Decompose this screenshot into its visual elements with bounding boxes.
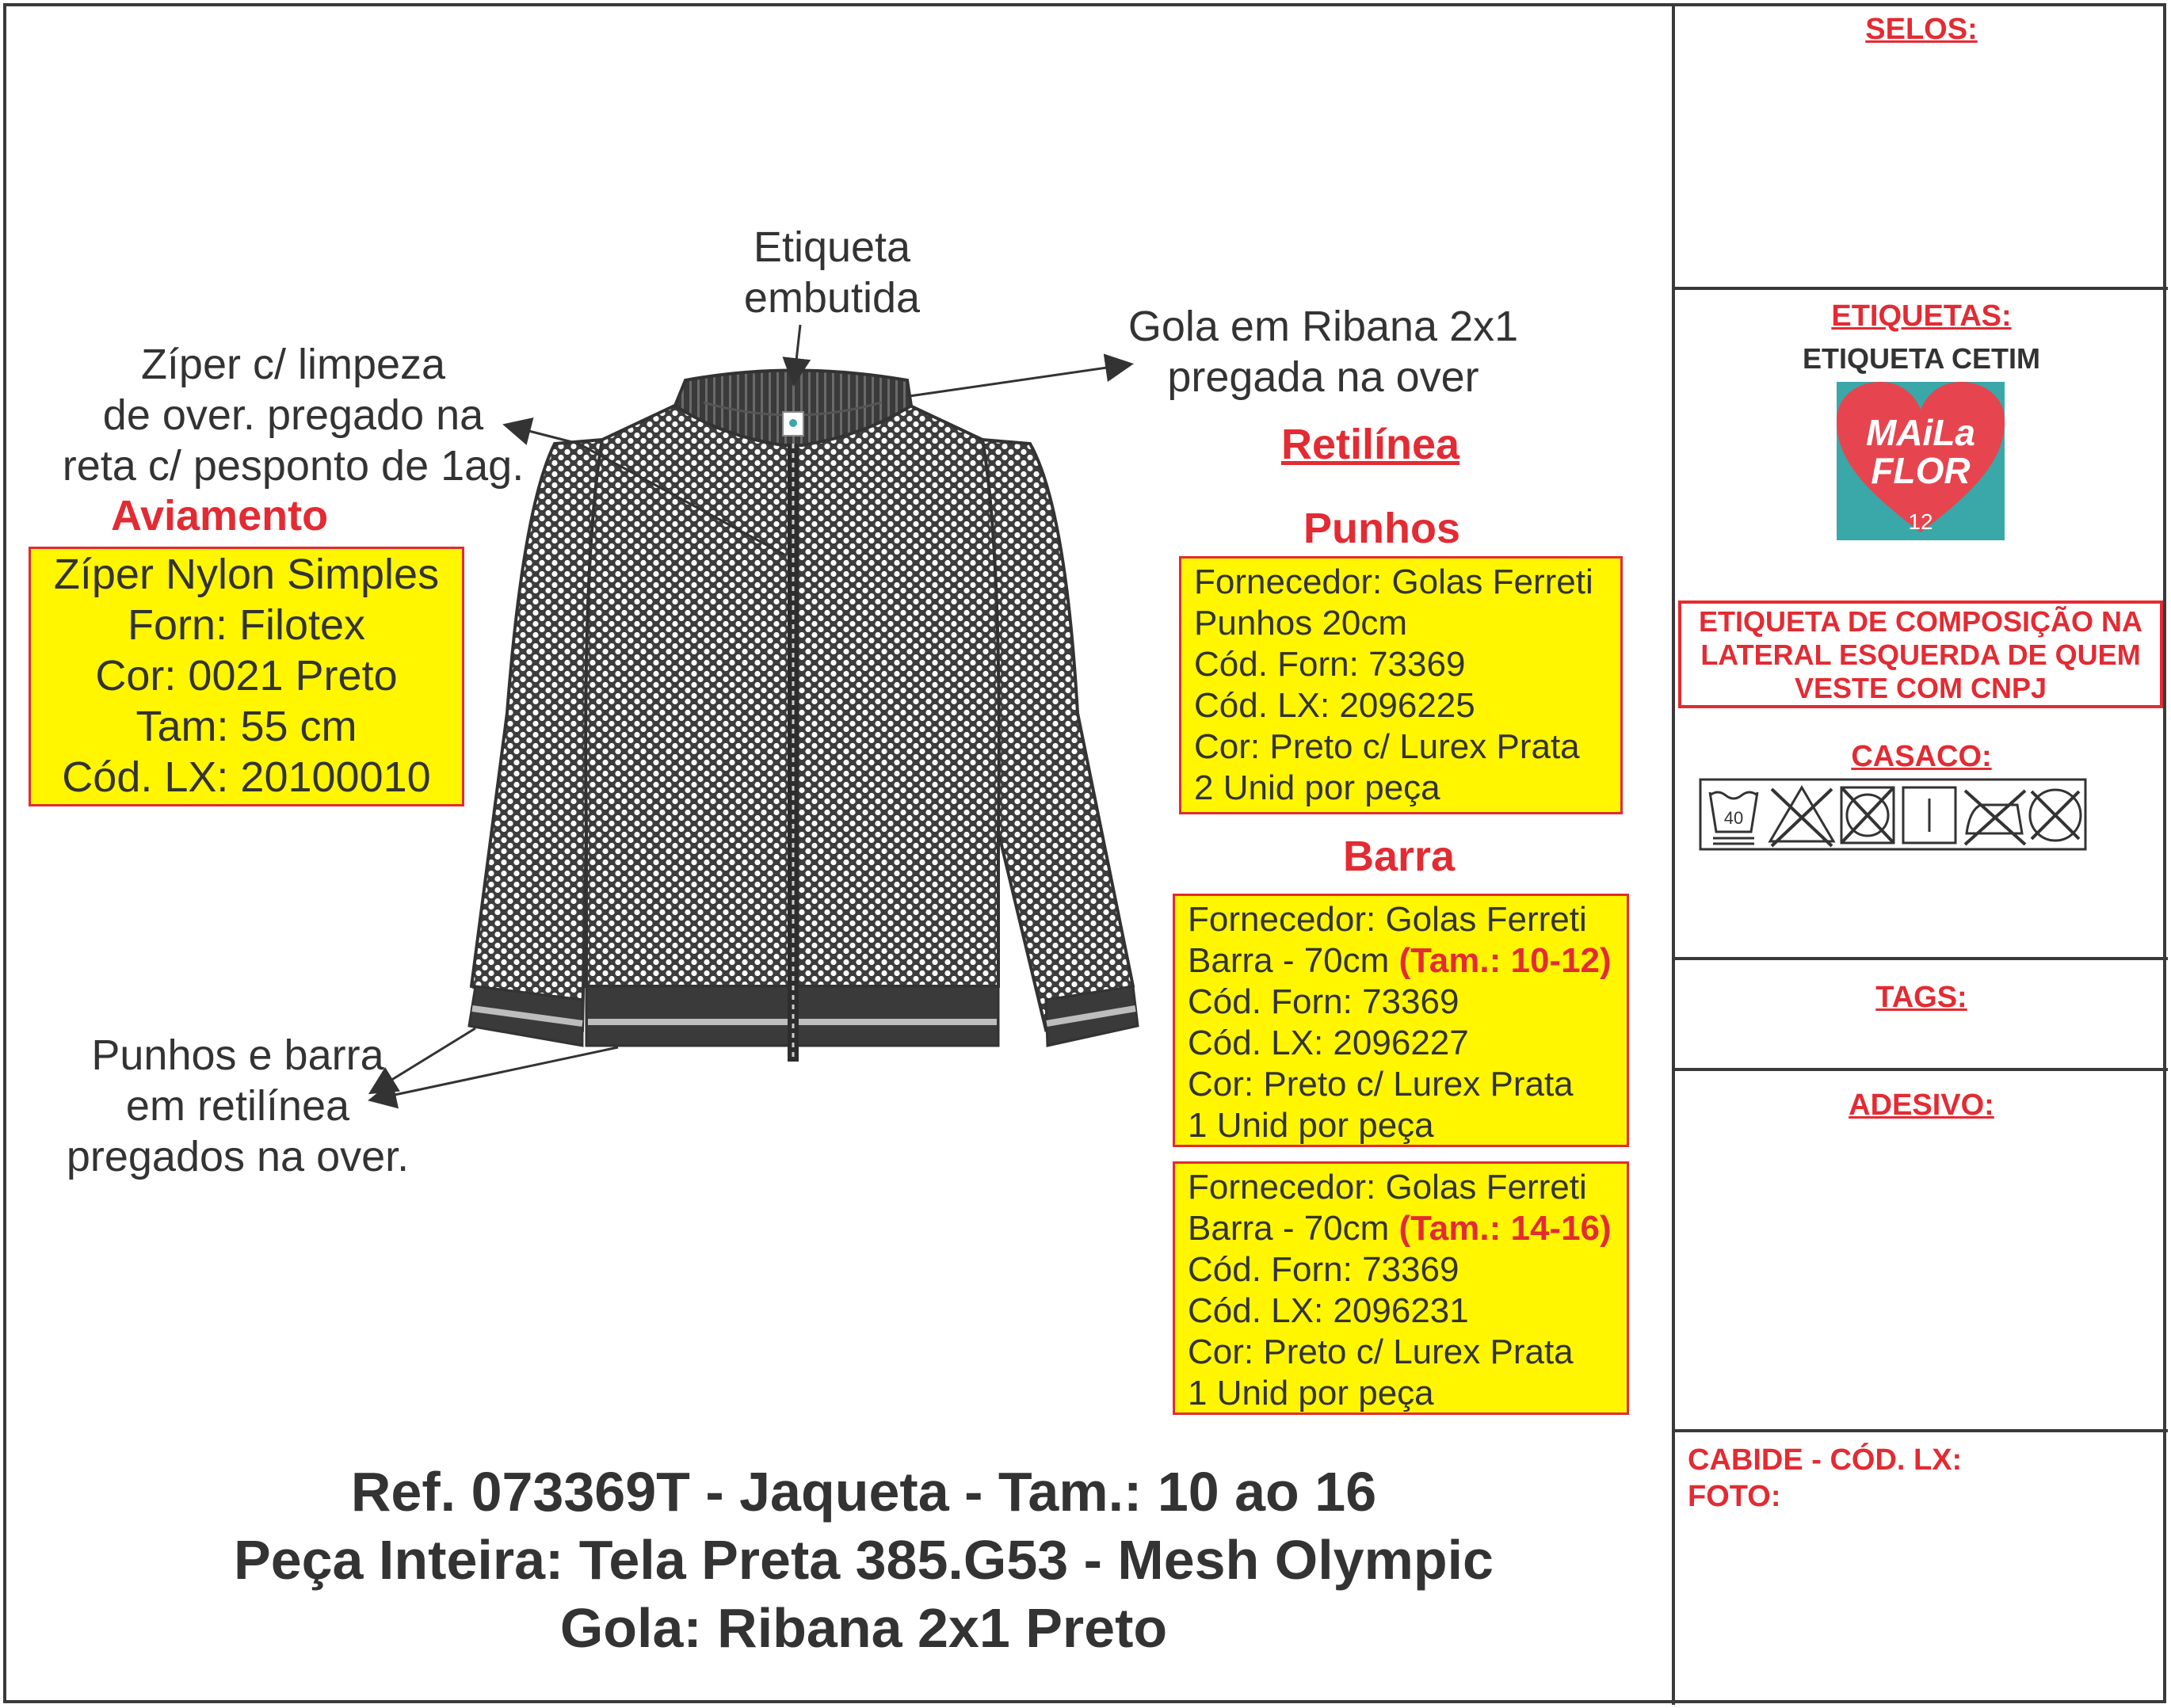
casaco-heading: CASACO: [1851,740,1992,773]
barra-heading: Barra [1343,833,1456,880]
logo-text-flor: FLOR [1871,450,1971,491]
maila-flor-logo [1837,382,2005,540]
svg-text:40: 40 [1723,808,1744,828]
cabide-label: CABIDE - CÓD. LX: [1688,1443,1963,1477]
aviamento-box: Zíper Nylon Simples Forn: Filotex Cor: 0021 Preto Tam: 55 cm Cód. LX: 20100010 [29,547,464,806]
note-punhos-barra: Punhos e barra em retilínea pregados na over. [66,1031,410,1180]
aviamento-heading: Aviamento [111,492,329,539]
section-adesivo [1675,1071,2168,1432]
etiqueta-cetim-label: ETIQUETA CETIM [1803,342,2040,375]
logo-text-maila: MAiLa [1866,412,1975,453]
no-tumble-dry-icon [1841,787,1894,843]
note-ziper: Zíper c/ limpeza de over. pregado na reta c/ pesponto de 1ag. [62,341,525,490]
note-etiqueta: Etiqueta embutida [743,223,921,322]
barra-box-10-12: Fornecedor: Golas Ferreti Barra - 70cm (Tam.: 10-12) Cód. Forn: 73369 Cód. LX: 2096227 Cor: Preto c/ Lurex Prata 1 Unid por peça [1173,894,1629,1147]
section-tags [1675,960,2168,1071]
barra-box-14-16: Fornecedor: Golas Ferreti Barra - 70cm (Tam.: 14-16) Cód. Forn: 73369 Cód. LX: 2096231 Cor: Preto c/ Lurex Prata 1 Unid por peça [1173,1161,1629,1415]
no-iron-icon [1965,791,2025,844]
adesivo-heading: ADESIVO: [1849,1088,1994,1122]
line-dry-icon [1903,787,1955,843]
no-dry-clean-icon [2030,790,2081,841]
reference-title: Ref. 073369T - Jaqueta - Tam.: 10 ao 16 Peça Inteira: Tela Preta 385.G53 - Mesh Olympic Gola: Ribana 2x1 Preto [234,1461,1494,1659]
punhos-heading: Punhos [1303,505,1460,552]
selos-heading: SELOS: [1865,13,1978,46]
punhos-box: Fornecedor: Golas Ferreti Punhos 20cm Cód. Forn: 73369 Cód. LX: 2096225 Cor: Preto c/ Lurex Prata 2 Unid por peça [1179,556,1623,814]
sidebar [1672,3,2168,1705]
retilinea-heading: Retilínea [1281,421,1460,468]
section-etiquetas [1675,290,2168,960]
wash-40-icon [1710,792,1757,844]
tags-heading: TAGS: [1875,981,1967,1014]
etiquetas-heading: ETIQUETAS: [1831,299,2012,333]
foto-label: FOTO: [1688,1480,1781,1513]
right-sleeve [982,440,1133,1030]
no-bleach-icon [1770,787,1833,846]
care-symbols [1699,778,2087,851]
left-sleeve [471,440,602,1030]
note-gola: Gola em Ribana 2x1 pregada na over [1127,303,1519,401]
logo-size: 12 [1908,509,1933,534]
section-cabide [1675,1432,2168,1702]
composicao-box: ETIQUETA DE COMPOSIÇÃO NA LATERAL ESQUERDA DE QUEM VESTE COM CNPJ [1678,600,2163,708]
section-selos [1675,3,2168,290]
